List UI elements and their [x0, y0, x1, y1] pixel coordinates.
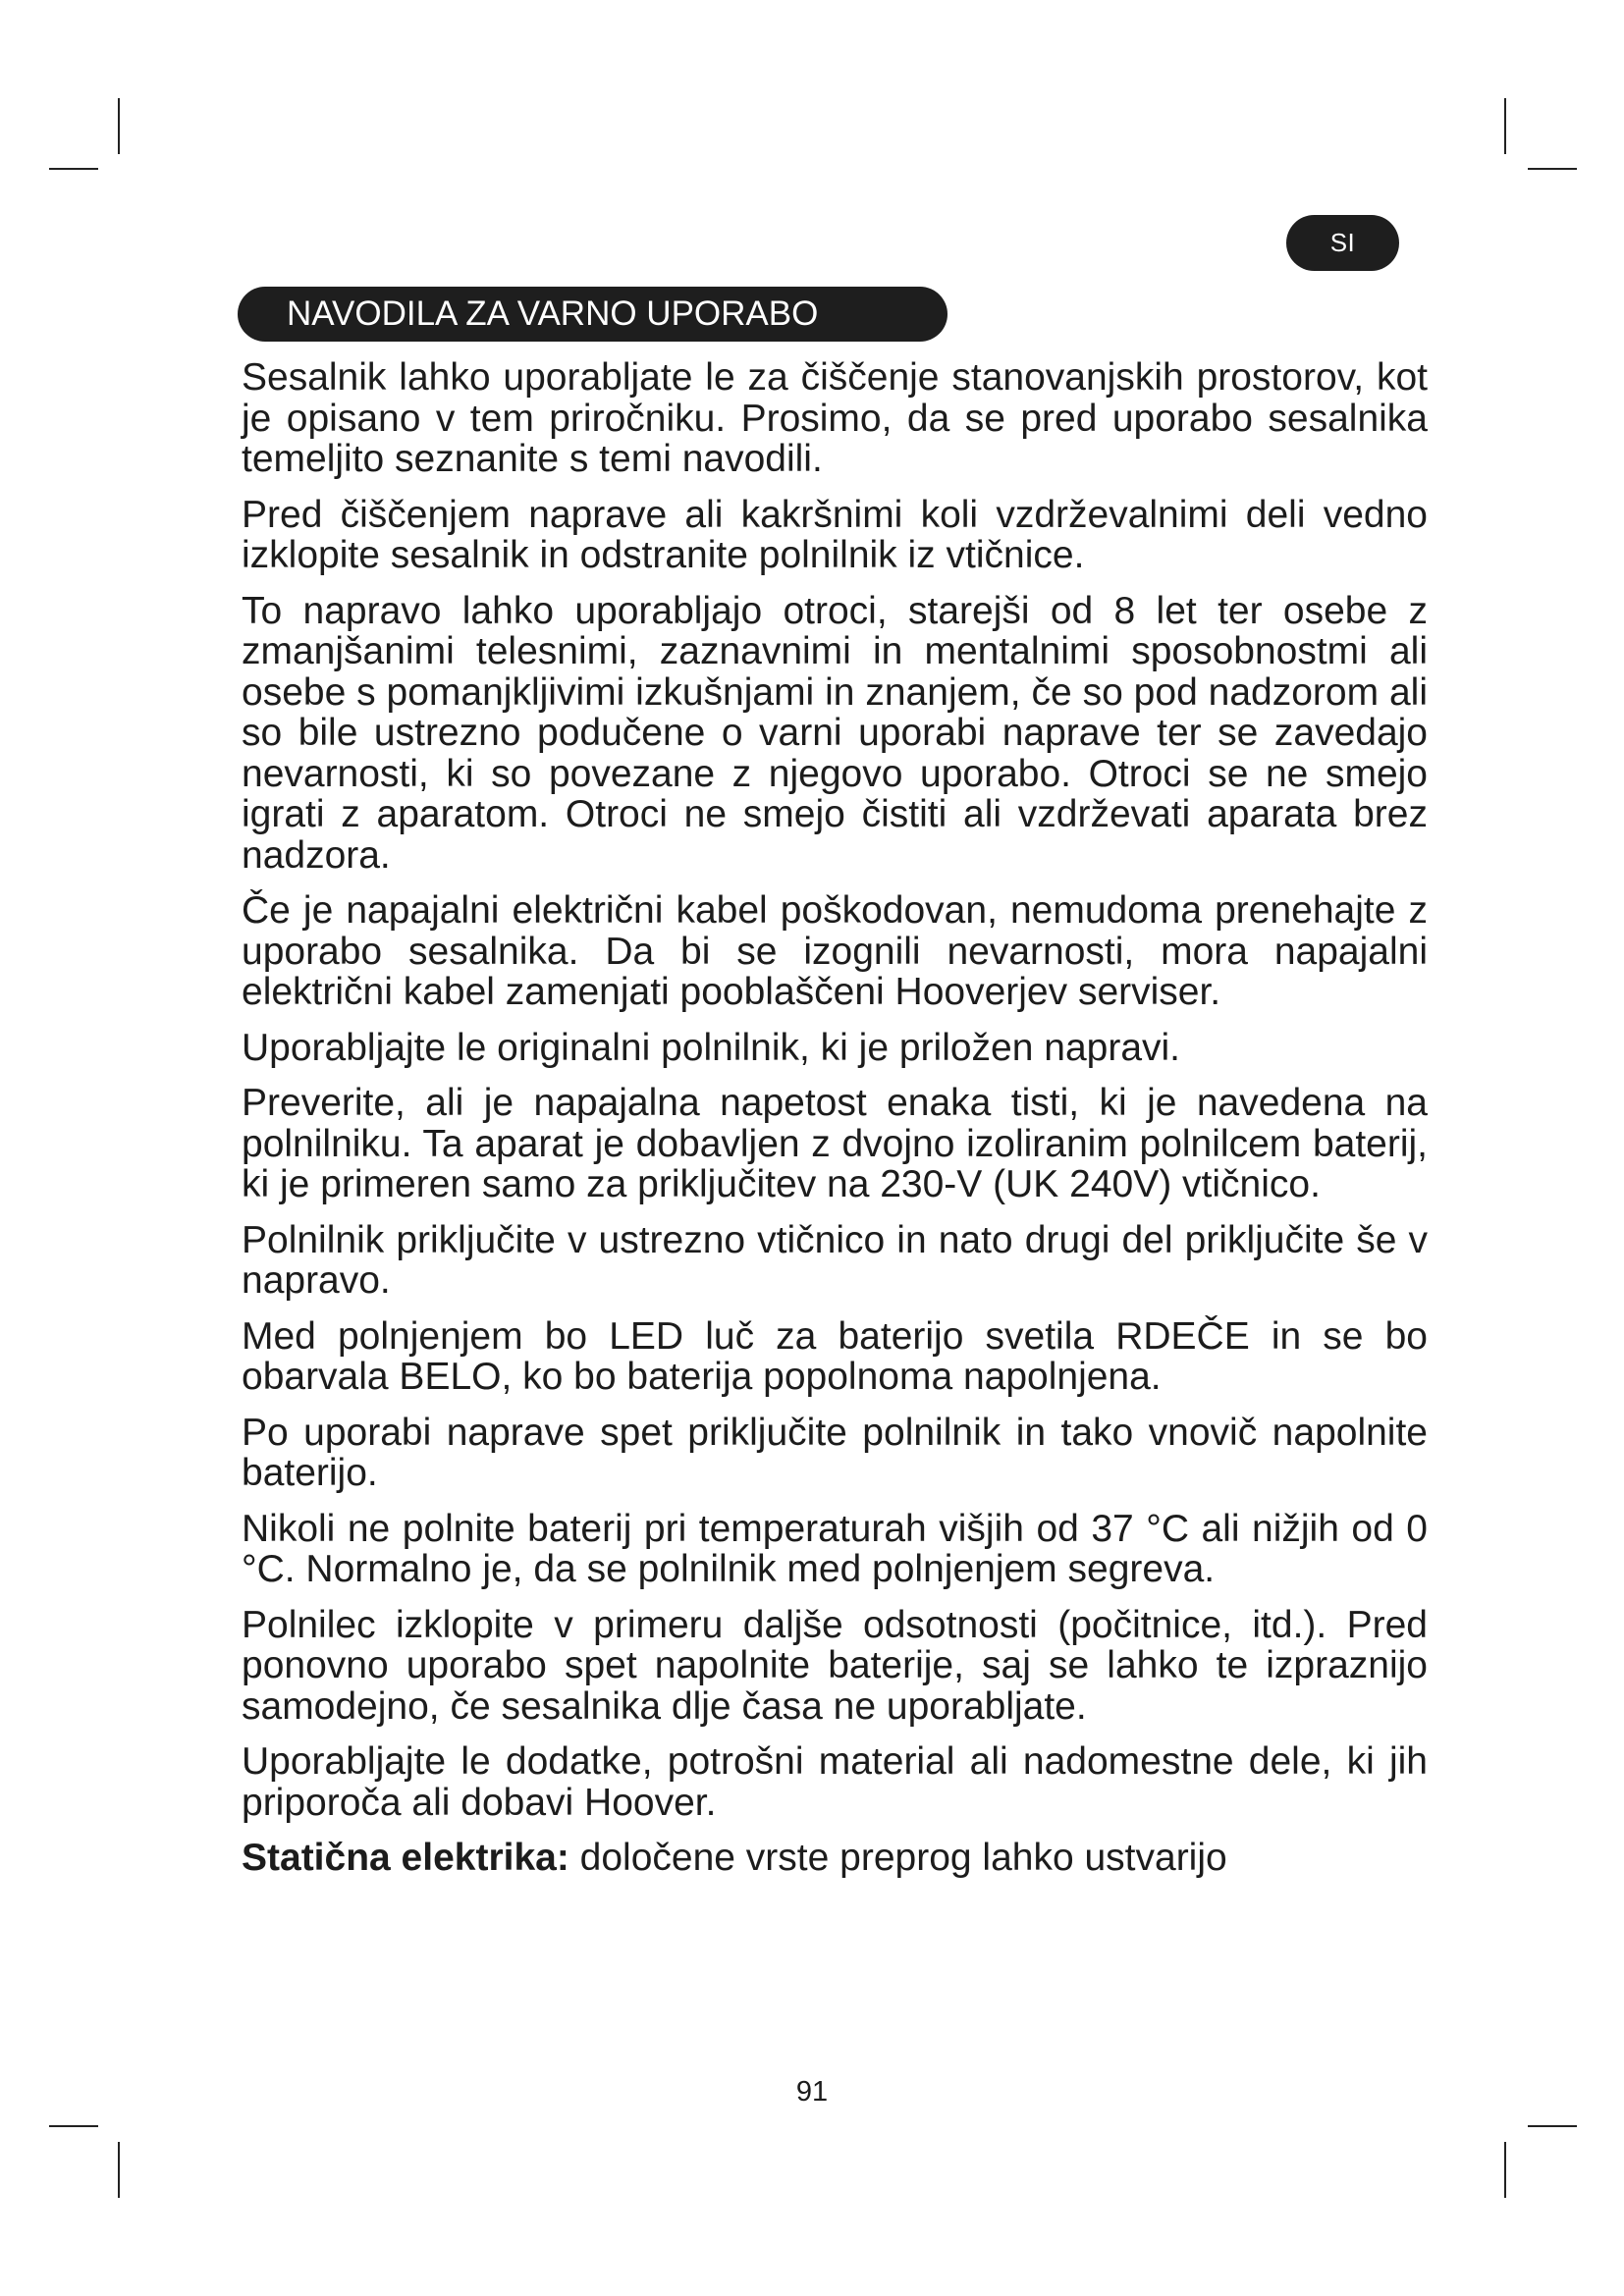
paragraph: Uporabljajte le dodatke, potrošni material ali nadomestne dele, ki jih priporoča ali dobavi Hoover. [242, 1740, 1428, 1824]
section-title: NAVODILA ZA VARNO UPORABO [238, 287, 947, 342]
paragraph: Po uporabi naprave spet priključite polnilnik in tako vnovič napolnite baterijo. [242, 1411, 1428, 1494]
paragraph: Preverite, ali je napajalna napetost enaka tisti, ki je navedena na polnilniku. Ta aparat je dobavljen z dvojno izoliranim polnilcem baterij, ki je primeren samo za priključitev na 230-V (UK 240V) vtičnico. [242, 1082, 1428, 1205]
crop-mark-top-left-horizontal [49, 168, 98, 170]
paragraph-static-electricity [242, 1838, 1428, 1879]
crop-mark-bottom-right-horizontal [1528, 2125, 1577, 2127]
paragraph: Med polnjenjem bo LED luč za baterijo svetila RDEČE in se bo obarvala BELO, ko bo baterija popolnoma napolnjena. [242, 1314, 1428, 1398]
paragraph: Polnilec izklopite v primeru daljše odsotnosti (počitnice, itd.). Pred ponovno uporabo spet napolnite baterije, saj se lahko te izpraznijo samodejno, če sesalnika dlje časa ne uporabljate. [242, 1603, 1428, 1728]
crop-mark-bottom-left-horizontal [49, 2125, 98, 2127]
language-badge: SI [1286, 215, 1399, 271]
paragraph: Če je napajalni električni kabel poškodovan, nemudoma prenehajte z uporabo sesalnika. Da bi se izognili nevarnosti, mora napajalni električni kabel zamenjati pooblaščeni Hooverjev serviser. [242, 889, 1428, 1013]
paragraph: Nikoli ne polnite baterij pri temperaturah višjih od 37 °C ali nižjih od 0 °C. Normalno je, da se polnilnik med polnjenjem segreva. [242, 1507, 1428, 1590]
crop-mark-bottom-left-vertical [118, 2142, 120, 2198]
paragraph: To napravo lahko uporabljajo otroci, starejši od 8 let ter osebe z zmanjšanimi telesnimi, zaznavnimi in mentalnimi sposobnostmi ali osebe s pomanjkljivimi izkušnjami in znanjem, če so pod nadzorom ali so bile ustrezno podučene o varni uporabi naprave ter se zavedajo nevarnosti, ki so povezane z njegovo uporabo. Otroci se ne smejo igrati z aparatom. Otroci ne smejo čistiti ali vzdrževati aparata brez nadzora. [242, 589, 1428, 877]
crop-mark-top-right-vertical [1504, 98, 1506, 154]
crop-mark-top-left-vertical [118, 98, 120, 154]
body-text [242, 357, 1428, 1894]
paragraph: Sesalnik lahko uporabljate le za čiščenje stanovanjskih prostorov, kot je opisano v tem priročniku. Prosimo, da se pred uporabo sesalnika temeljito seznanite s temi navodili. [242, 356, 1428, 480]
paragraph: Polnilnik priključite v ustrezno vtičnico in nato drugi del priključite še v napravo. [242, 1218, 1428, 1302]
crop-mark-top-right-horizontal [1528, 168, 1577, 170]
paragraph-text: določene vrste preprog lahko ustvarijo [568, 1837, 1227, 1879]
page-number: 91 [795, 2076, 829, 2108]
crop-mark-bottom-right-vertical [1504, 2142, 1506, 2198]
paragraph: Uporabljajte le originalni polnilnik, ki je priložen napravi. [242, 1026, 1181, 1069]
paragraph-lead: Statična elektrika: [242, 1837, 569, 1879]
paragraph: Pred čiščenjem naprave ali kakršnimi koli vzdrževalnimi deli vedno izklopite sesalnik in odstranite polnilnik iz vtičnice. [242, 493, 1428, 576]
